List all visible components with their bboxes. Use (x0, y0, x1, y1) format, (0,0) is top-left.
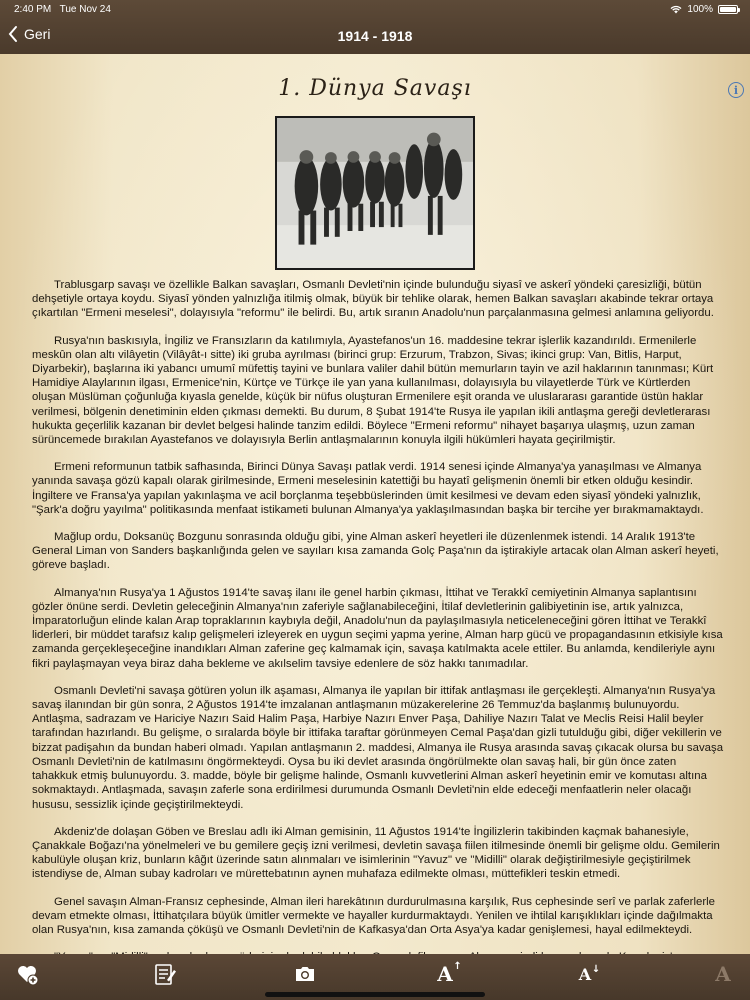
battery-percent: 100% (687, 4, 713, 15)
font-decrease-icon: A ↓ (578, 963, 601, 984)
article-paragraph: Mağlup ordu, Doksanüç Bozgunu sonrasında olduğu gibi, yine Alman askerî heyetleri ile düzenlenmek istendi. 14 Aralık 1913'te General Liman von Sanders başkanlığında gelen ve sayıları kısa zamanda Golç Paşa'nın da iştirakiyle artacak olan Alman askerî heyeti, göreve başladı. (32, 531, 719, 572)
article-paragraph: Rusya'nın baskısıyla, İngiliz ve Fransızların da katılımıyla, Ayastefanos'un 16. maddesine tekrar işlerlik kazandırıldı. Ermenilerle meskûn olan altı vilâyetin (Vilâyât-ı sitte) iki gruba ayrılması (birinci grup: Erzurum, Trabzon, Sivas; ikinci grup: Van, Bitlis, Harput, Diyarbekir), başlarına iki yabancı umumî müfettiş tayini ve bunlara valiler dahil bütün memurların tayin ve azil haklarının tanınması; Kürt Hamidiye Alaylarının ilgası, Ermenice'nin, Kürtçe ve Türkçe ile yan yana kullanılması, dolayısıyla bu vilayetlerde Türk ve Kürtlerden oluşan Müslüman çoğunluğa kıyasla genelde, küçük bir nüfus oluşturan Ermenilere eşit oranda ve uluslararası garantide üstün haklar verilmesi, bölgenin denetiminin elden çıkması demekti. Bu durum, 8 Şubat 1914'te Rusya ile yapılan ikili antlaşma gereği devletlerarası hukukta geçerlilik kazanan bir devlet belgesi halinde tanzim edildi. Böylece "Ermeni reformu" nihayet başarıya ulaşmış, uzun zaman sürüncemede bırakılan Ayastefanos ve dolayısıyla Berlin antlaşmalarının konuyla ilgili hükümleri hayata geçirilmiştir. (32, 334, 714, 447)
font-decrease-button[interactable] (570, 960, 600, 988)
article-paragraph: Almanya'nın Rusya'ya 1 Ağustos 1914'te savaş ilanı ile genel harbin çıkması, İttihat ve Terakkî cemiyetinin Almanya saplantısını gözler önüne serdi. Devletin geleceğinin Almanya'nın zaferiyle sağlanabileceğini, İtilaf devletlerinin galibiyetinin ise, artık yalnızca, İmparatorluğun elinde kalan Arap topraklarının kaybıyla değil, Anadolu'nun da paylaşılmasıyla neticeleneceğini gören İttihat ve Terakkî liderleri, bir müddet tarafsız kalıp gelişmeleri izleyerek en uygun seçimi yapma yerine, Alman harp gücü ve propagandasının etkisiyle kısa zamanda gerçekleşeceğine inandıkları Alman zaferine geç kalmamak için, savaşa katılmakta acele ettiler. Bu anlamda, kendileriyle aynı fikri paylaşmayan veya biraz daha bekleme ve akılselim tavsiye edenlere de söz hakkı tanımadılar. (32, 586, 723, 670)
article-paragraph: Osmanlı Devleti'ni savaşa götüren yolun ilk aşaması, Almanya ile yapılan bir ittifak antlaşması ile gerçekleşti. Almanya'nın Rusya'ya savaş ilanından bir gün sonra, 2 Ağustos 1914'te imzalanan antlaşmanın müzakerelerine 26 Temmuz'da başlanmış bulunuyordu. Antlaşma, sadrazam ve Hariciye Nazırı Said Halim Paşa, Harbiye Nazırı Enver Paşa, Dahiliye Nazırı Talat ve Meclis Reisi Halil beyler tarafından hazırlandı. Bu gelişme, o sıralarda böyle bir ittifaka taraftar görünmeyen Cemal Paşa'dan gizli tutulduğu gibi, diğer vekillerin ve bizzat padişahın da bundan haberi olmadı. Yapılan antlaşmanın 2. maddesi, Almanya ile Rusya arasında savaş çıkacak olursa bu savaşa Osmanlı Devleti'nin de katılmasını öngörmekteydi. Oysa bu iki devlet arasında öngörülmekte olan savaş hali, bir gün önce zaten tahakkuk etmiş bulunuyordu. 3. madde, böyle bir gelişme halinde, Osmanlı kuvvetlerini Alman askerî heyetinin emir ve komutası altına sokmaktaydı. Antlaşmada, savaşın zaferle sona erdirilmesi durumunda Osmanlı Devleti'nin elde edeceği menfaatlerin neler olacağı hususu, sessizlik içinde geçiştirilmekteydi. (32, 684, 724, 811)
font-reset-icon: A (715, 962, 731, 986)
font-reset-button[interactable] (708, 960, 738, 988)
article-paragraph: Ermeni reformunun tatbik safhasında, Birinci Dünya Savaşı patlak verdi. 1914 senesi içinde Almanya'ya yanaşılması ve Almanya yanında savaşa gözü kapalı olarak girilmesinde, Ermeni meselesinin katettiği bu hayatî gelişmenin önemli bir etken olduğu kesindir. İngiltere ve Fransa'ya yapılan yakınlaşma ve acil borçlanma teşebbüslerinden ümit kesilmesi ve devam eden siyasî yöndeki yalnızlık, "Şark'a doğru yayılma" politikasında menfaat istikameti bulunan Almanya'ya yaklaşılmasından başka bir tercihe yer bırakmamaktaydı. (32, 461, 704, 516)
status-bar (0, 0, 750, 18)
screenshot-button[interactable] (290, 960, 320, 988)
battery-icon (718, 5, 738, 14)
camera-icon (293, 962, 317, 986)
favorite-add-icon (15, 962, 39, 986)
article-title: 1. Dünya Savaşı (278, 76, 472, 101)
home-indicator (265, 992, 485, 997)
status-right (670, 4, 738, 15)
article-paragraph: Akdeniz'de dolaşan Göben ve Breslau adlı iki Alman gemisinin, 11 Ağustos 1914'te İngilizlerin takibinden kaçmak bahanesiyle, Çanakkale Boğazı'na yönelmeleri ve bu gemilere geçiş izni verilmesi, devletin savaşa fiilen itilmesinde önemli bir gelişme oldu. Gemilerin kabulüyle oluşan kriz, bunların kâğıt üzerinde satın alınmaları ve isimlerinin "Yavuz" ve "Midilli" olarak değiştirilmesiyle geçiştirilmek istendiyse de, Alman subay kadroları ve mürettebatının aynen muhafaza edilmekte olması, müttefikleri teskin etmedi. (32, 825, 720, 881)
wifi-icon (670, 5, 682, 14)
page-title: 1914 - 1918 (337, 28, 413, 44)
article-paragraph: Genel savaşın Alman-Fransız cephesinde, Alman ileri harekâtının durdurulmasına karşılık, Rus cephesinde serî ve parlak zaferlerle devam etmekte olması, İttihatçılara büyük ümitler vermekte ve hayaller kurdurmaktaydı. Yenilen ve ihtilal karışıklıkları içinde dağılmakta olan Rusya'nın, kısa zamanda çöküşü ve Osmanlı Devleti'nin de Kafkasya'dan Orta Asya'ya kadar genişlemesi, hayal edilmekteydi. (32, 895, 715, 936)
back-label: Geri (24, 26, 51, 42)
bottom-toolbar (0, 954, 750, 1000)
info-icon[interactable]: i (728, 82, 744, 98)
notes-icon (153, 962, 177, 986)
font-increase-button[interactable] (430, 960, 460, 988)
article-body (32, 278, 724, 992)
article-content[interactable] (0, 54, 750, 954)
favorite-add-button[interactable] (12, 960, 42, 988)
status-time: 2:40 PM Tue Nov 24 (14, 4, 111, 15)
article-paragraph: Trablusgarp savaşı ve özellikle Balkan savaşları, Osmanlı Devleti'nin içinde bulunduğu siyasî ve askerî yöndeki çaresizliği, bütün dehşetiyle ortaya koydu. Siyasî yönden yalnızlığa itilmiş olmak, büyük bir tehlike olarak, hemen Balkan savaşları akabinde tekrar ortaya çıkartılan "Ermeni meselesi", dolayısıyla "reformu" ile belirdi. Bu, artık sıranın Anadolu'nun parçalanmasına gelmesi anlamına geliyordu. (32, 279, 714, 320)
notes-button[interactable] (150, 960, 180, 988)
back-button[interactable] (8, 26, 50, 42)
font-increase-icon: A ↑ (437, 961, 462, 986)
top-bar (0, 0, 750, 54)
chevron-left-icon (8, 26, 18, 42)
soldiers-marching-photo (275, 116, 475, 270)
